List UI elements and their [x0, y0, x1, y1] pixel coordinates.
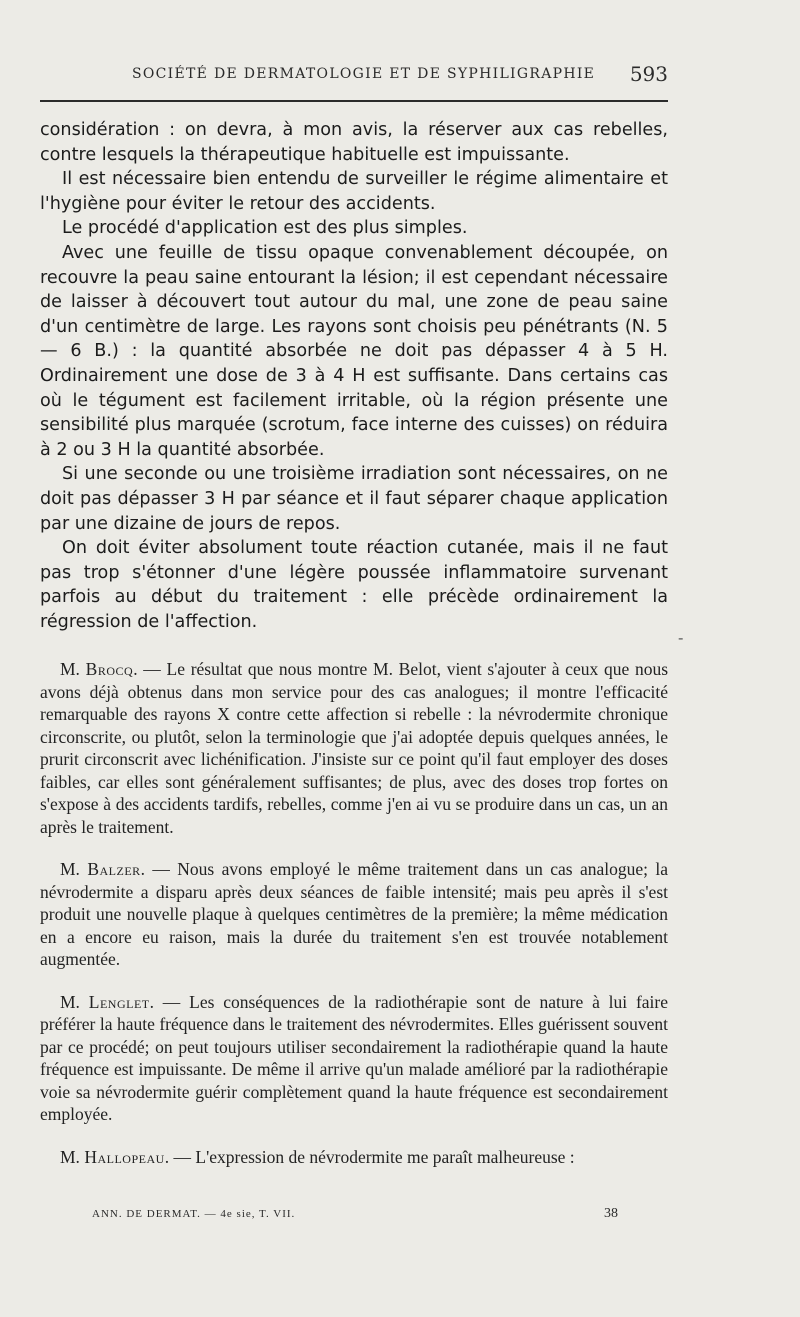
discussion-text: . — Le résultat que nous montre M. Belot, vient s'ajouter à ceux que nous avons déjà obtenus dans mon service pour des cas analogues; il montre l'efficacité remarquable des rayons X contre cette affection si rebelle : la névrodermite chronique circonscrite, ou plutôt, selon la terminologie que j'ai adoptée depuis quelques années, le prurit circonscrit avec lichénification. J'insiste sur ce point qu'il faut employer des doses faibles, car elles sont généralement suffisantes; de plus, avec des doses trop fortes on s'expose à des accidents tardifs, rebelles, comme j'en ai vu se produire dans un cas, un an après le traitement.: [40, 659, 668, 837]
header-rule: [40, 100, 668, 102]
speaker-prefix: M.: [60, 659, 80, 680]
paragraph: Avec une feuille de tissu opaque convenablement découpée, on recouvre la peau saine entourant la lésion; il est cependant nécessaire de laisser à découvert tout autour du mal, une zone de peau saine d'un centimètre de large. Les rayons sont choisis peu pénétrants (N. 5 — 6 B.) : la quantité absorbée ne doit pas dépasser 4 à 5 H. Ordinairement une dose de 3 à 4 H est suffisante. Dans certains cas où le tégument est facilement irritable, où la région présente une sensibilité plus marquée (scrotum, face interne des cuisses) on réduira à 2 ou 3 H la quantité absorbée.: [40, 242, 668, 460]
speaker-name: Hallopeau: [84, 1146, 165, 1167]
discussion-hallopeau: [40, 1146, 668, 1169]
discussion-text: . — L'expression de névrodermite me paraît malheureuse :: [164, 1146, 575, 1167]
speaker-name: Lenglet: [88, 991, 150, 1012]
page-number: 593: [629, 62, 668, 86]
journal-reference: ANN. DE DERMAT. — 4e sie, T. VII.: [92, 1208, 296, 1220]
paragraph: Le procédé d'application est des plus simples.: [62, 218, 468, 239]
paragraph: Il est nécessaire bien entendu de surveiller le régime alimentaire et l'hygiène pour éviter le retour des accidents.: [40, 169, 668, 214]
speaker-prefix: M.: [60, 1146, 80, 1167]
discussion-brocq: [40, 658, 668, 838]
paragraph: Si une seconde ou une troisième irradiation sont nécessaires, on ne doit pas dépasser 3 H par séance et il faut séparer chaque application par une dizaine de jours de repos.: [40, 464, 668, 534]
discussion-text: . — Les conséquences de la radiothérapie sont de nature à lui faire préférer la haute fréquence dans le traitement des névrodermites. Elles guérissent souvent par ce procédé; on peut toujours utiliser secondairement la radiothérapie quand la haute fréquence est impuissante. De même il arrive qu'un malade amélioré par la radiothérapie voie sa névrodermite guérir complètement quand la haute fréquence est secondairement employée.: [40, 991, 669, 1125]
speaker-name: Brocq: [85, 659, 134, 680]
discussion-text: . — Nous avons employé le même traitement dans un cas analogue; la névrodermite a disparu après deux séances de faible intensité; mais peu après il s'est produit une nouvelle plaque à quelques centimètres de la première; la même médication en a encore eu raison, mais la durée du traitement s'en est trouvée notablement augmentée.: [40, 859, 669, 970]
margin-mark: -: [678, 628, 684, 647]
paragraph: considération : on devra, à mon avis, la réserver aux cas rebelles, contre lesquels la thérapeutique habituelle est impuissante.: [40, 120, 668, 165]
main-text: [40, 118, 668, 1168]
page-header: [40, 62, 668, 90]
running-title: SOCIÉTÉ DE DERMATOLOGIE ET DE SYPHILIGRAPHIE: [132, 66, 596, 82]
speaker-prefix: M.: [60, 859, 80, 880]
speaker-name: Balzer: [87, 859, 141, 880]
page-footer: [92, 1206, 618, 1226]
discussion-lenglet: [40, 991, 668, 1126]
speaker-prefix: M.: [60, 991, 80, 1012]
paragraph: On doit éviter absolument toute réaction cutanée, mais il ne faut pas trop s'étonner d'une légère poussée inflammatoire survenant parfois au début du traitement : elle précède ordinairement la régression de l'affection.: [40, 538, 668, 632]
discussion-balzer: [40, 858, 668, 971]
signature-number: 38: [604, 1206, 618, 1221]
